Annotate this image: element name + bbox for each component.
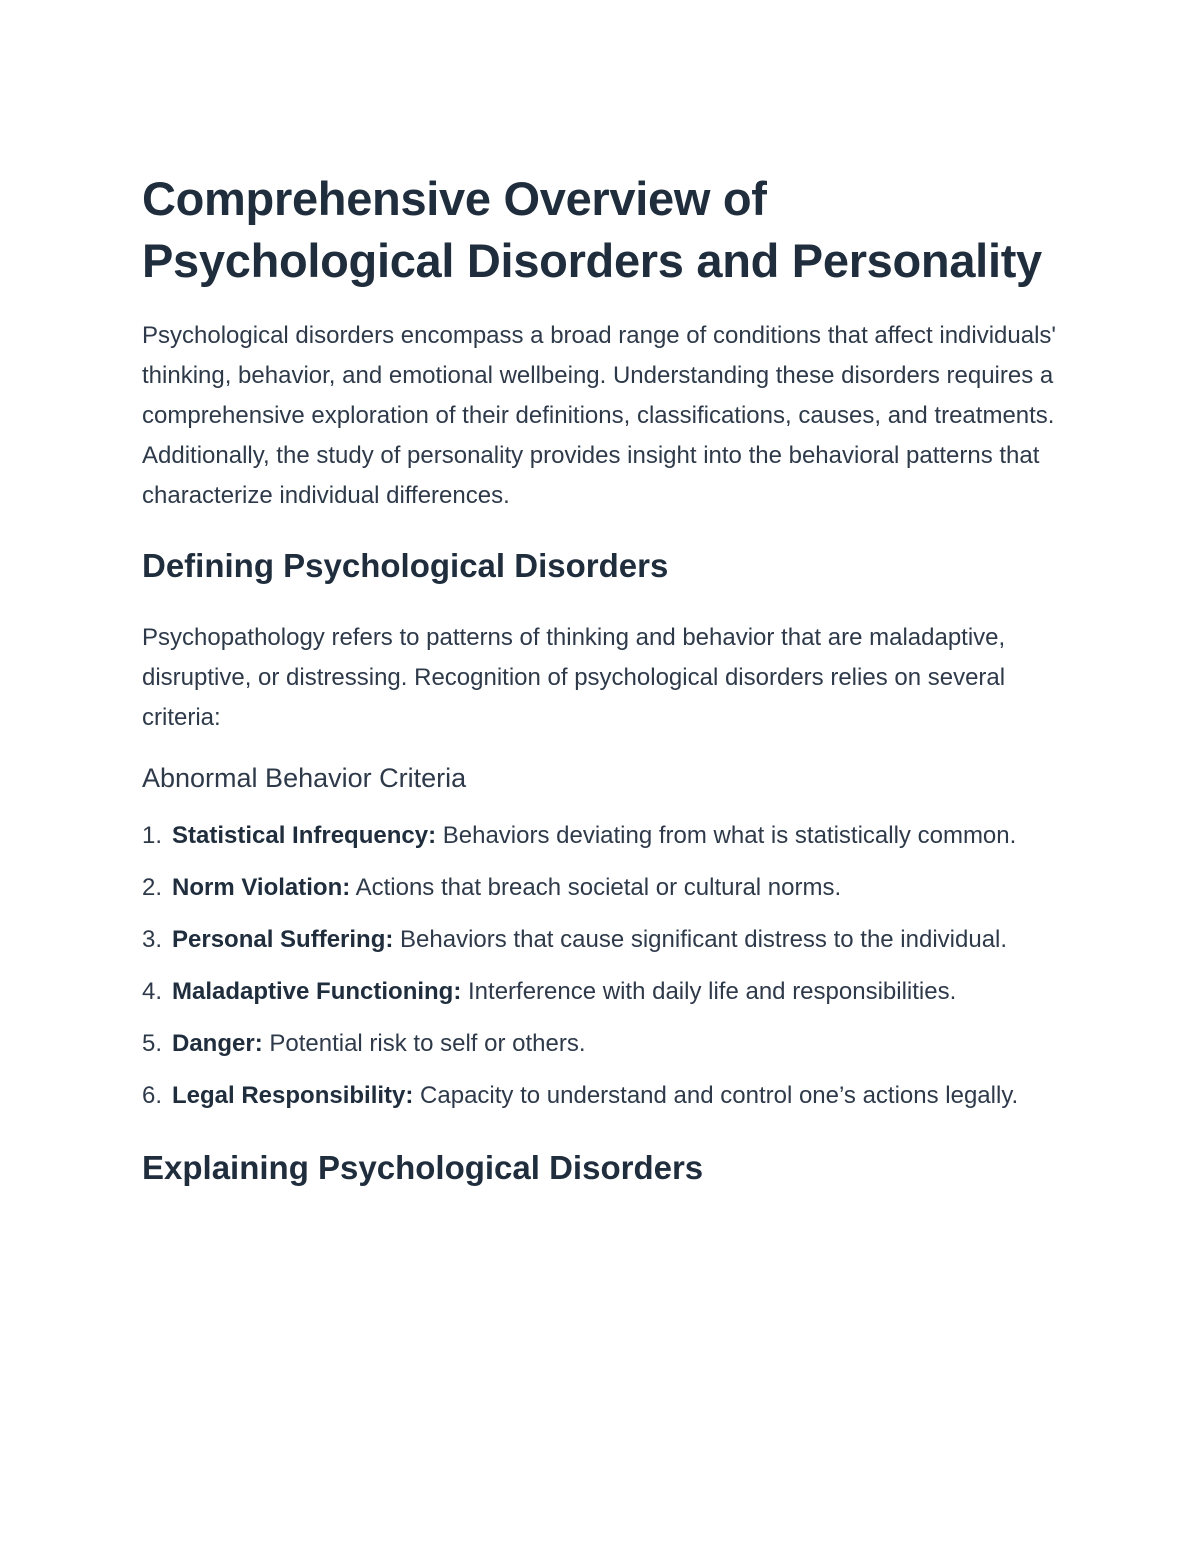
criteria-list [142,816,1062,1116]
document-page [142,168,1062,1192]
list-item [142,1024,1062,1064]
section-heading-explaining: Explaining Psychological Disorders [142,1149,704,1186]
criterion-colon: : [342,874,351,901]
intro-paragraph: Psychological disorders encompass a broad range of conditions that affect individuals' thinking, behavior, and emotional wellbeing. Understanding these disorders requires a comprehensive exploration of their definitions, classifications, causes, and treatments. Additionally, the study of personality provides insight into the behavioral patterns that characterize individual differences. [142,322,1057,509]
criterion-description: Behaviors that cause significant distress to the individual. [393,926,1008,953]
page-title: Comprehensive Overview of Psychological Disorders and Personality [142,172,1042,287]
list-number: 5. [142,1030,163,1057]
criterion-colon: : [453,978,462,1005]
criterion-colon: : [254,1030,263,1057]
subheading-criteria: Abnormal Behavior Criteria [142,763,467,793]
criterion-term: Legal Responsibility [172,1082,406,1109]
criterion-term: Statistical Infrequency [172,822,429,849]
list-number: 3. [142,926,163,953]
list-number: 4. [142,978,163,1005]
list-number: 2. [142,874,163,901]
list-item [142,868,1062,908]
criterion-term: Norm Violation [172,874,343,901]
list-number: 6. [142,1082,163,1109]
list-number: 1. [142,822,163,849]
criterion-description: Interference with daily life and responsibilities. [461,978,957,1005]
section-heading-defining: Defining Psychological Disorders [142,547,669,584]
criterion-colon: : [428,822,437,849]
criterion-description: Potential risk to self or others. [262,1030,586,1057]
criterion-term: Danger [172,1030,255,1057]
criterion-description: Capacity to understand and control one’s actions legally. [413,1082,1019,1109]
criterion-colon: : [405,1082,414,1109]
list-item [142,1076,1062,1116]
criterion-term: Personal Suffering [172,926,386,953]
section-paragraph-defining: Psychopathology refers to patterns of thinking and behavior that are maladaptive, disruptive, or distressing. Recognition of psychological disorders relies on several criteria: [142,624,1006,731]
list-item [142,816,1062,856]
list-item [142,920,1062,960]
list-item [142,972,1062,1012]
criterion-colon: : [385,926,394,953]
criterion-term: Maladaptive Functioning [172,978,454,1005]
criterion-description: Behaviors deviating from what is statistically common. [436,822,1017,849]
criterion-description: Actions that breach societal or cultural norms. [350,874,842,901]
